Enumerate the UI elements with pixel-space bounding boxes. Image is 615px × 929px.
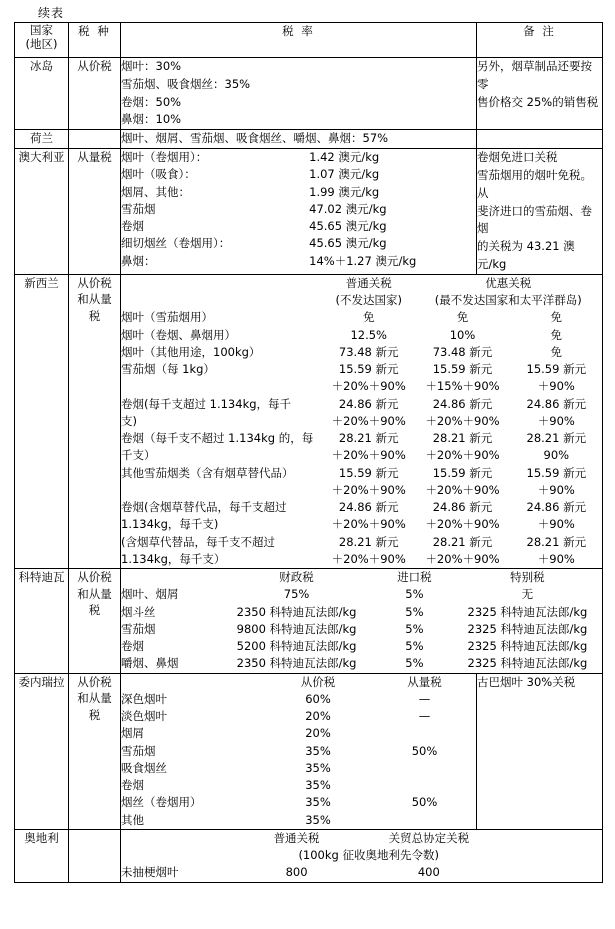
rate-grid-row-sub [121,482,602,499]
rate-value: 免 [550,310,563,325]
rate-grid-row [121,655,602,672]
rate-grid-row [121,430,602,447]
rate-grid-subheader [121,275,602,292]
sub-header-normal: 普通关税 [273,830,320,845]
sub-note: (100kg 征收奥地利先令数) [298,848,439,862]
kind-line: 从价税 [77,570,112,584]
rate-value: 28.21 新元 [526,534,587,549]
rate-value [373,777,476,794]
rate-label: 其他 [121,812,144,827]
table-row [15,829,603,882]
table-row [15,58,603,130]
kind-cell [69,829,121,882]
kind-line: 和从量 [77,691,112,706]
rate-label: 卷烟 [121,778,144,792]
rate-cell [121,829,603,882]
rate-value: 免 [550,344,563,359]
rate-value: 24.86 新元 [526,396,587,411]
rate-grid-subheader [121,674,476,691]
kind-cell [69,274,121,568]
rate-value: 15.59 新元 [526,362,587,376]
rate-value: 1.07 澳元/kg [309,167,380,182]
rate-line: 烟叶、烟屑、雪茄烟、吸食烟丝、嚼烟、鼻烟：57% [121,131,389,146]
rate-value: 5% [405,604,424,619]
rate-grid-row [121,777,476,794]
rate-value-extra: 90% [543,448,570,463]
rate-value-extra: ＋20%＋90% [425,482,500,497]
rate-grid [121,149,476,270]
kind-cell [69,130,121,149]
table-row [15,130,603,149]
rate-grid-row [121,253,476,270]
rate-value: 20% [305,709,331,723]
rate-grid-row [121,586,602,603]
rate-label: 烟叶、烟屑 [121,587,179,602]
note-line: 斐济进口的雪茄烟、卷烟 [477,203,592,236]
rate-grid-row [121,621,602,638]
rate-value: 800 [285,865,308,880]
rate-grid-row [121,743,476,760]
rate-value: 24.86 新元 [338,500,399,514]
rate-label: 鼻烟： [121,253,156,268]
rate-value-extra: ＋20%＋90% [425,517,500,532]
country-cell: 澳大利亚 [15,149,69,275]
rate-label: 嚼烟、鼻烟 [121,656,179,671]
kind-cell [69,673,121,829]
rate-grid-row [121,201,476,218]
table-row [15,149,603,275]
rate-line: 卷烟：50% [121,94,182,109]
sub-header-fiscal: 财政税 [279,570,314,584]
rate-grid-subheader2 [121,292,602,309]
rate-label: 雪茄烟 [121,743,156,758]
rate-value-extra: ＋20%＋90% [331,517,406,532]
note-line: 卷烟免进口关税 [477,150,558,165]
header-country-line1: 国家 [30,23,53,37]
rate-value: 免 [362,310,375,325]
tax-rate-table [14,22,603,883]
rate-grid-row [121,794,476,811]
note-cell [477,673,603,829]
kind-line: 税 [88,707,101,722]
rate-value: 9800 科特迪瓦法郎/kg [236,621,357,636]
rate-value-extra: ＋20%＋90% [331,413,406,428]
rate-value: 1.42 澳元/kg [309,150,380,165]
rate-value-extra: ＋90% [537,482,575,497]
rate-grid-row [121,465,602,482]
table-row [15,673,603,829]
sub-header-preferential: 优惠关税 [485,275,532,290]
rate-value: 2325 科特迪瓦法郎/kg [467,656,588,671]
rate-line: 烟叶：30% [121,59,182,73]
rate-label: 卷烟（每千支不超过 1.134kg 的，每 [121,431,314,445]
note-line: 另外，烟草制品还要按零 [477,59,592,91]
rate-value: 15.59 新元 [526,465,587,480]
rate-label: 卷烟 [121,639,144,653]
rate-value: 28.21 新元 [432,431,493,445]
kind-cell [69,569,121,674]
rate-grid-row-sub [121,551,602,568]
country-cell: 荷兰 [15,130,69,149]
rate-line: 雪茄烟、吸食烟丝：35% [121,76,251,91]
rate-line: 鼻烟：10% [121,112,182,127]
sub-header-specific: 从量税 [407,674,442,689]
kind-line: 从价税 [77,275,112,290]
rate-value: 无 [521,587,534,602]
rate-value-extra: ＋20%＋90% [425,448,500,463]
kind-line: 税 [88,603,101,618]
rate-grid-row-sub [121,516,602,533]
rate-cell [121,569,603,674]
rate-grid-row [121,218,476,235]
header-country [15,23,69,58]
rate-value: — [418,709,431,723]
rate-label: 雪茄烟 [121,201,156,216]
rate-grid-row [121,708,476,725]
rate-value: 14%＋1.27 澳元/kg [309,253,417,268]
rate-label-cont: 1.134kg，每千支) [121,517,219,532]
rate-value: 45.65 澳元/kg [309,236,387,251]
rate-grid-subheader [121,830,602,847]
header-note: 备 注 [477,23,603,58]
sub-header-undeveloped: (不发达国家) [335,293,402,307]
rate-grid-subnote [121,847,602,864]
rate-grid-row [121,396,602,413]
rate-grid-row [121,149,476,166]
table-row [15,274,603,568]
rate-label: 雪茄烟（每 1kg） [121,362,215,376]
rate-label: 其他雪茄烟类（含有烟草替代品） [121,465,294,480]
rate-label-cont: 1.134kg，每千支） [121,551,226,566]
rate-value: 28.21 新元 [432,534,493,549]
rate-value-extra: ＋20%＋90% [331,448,406,463]
rate-value: 2325 科特迪瓦法郎/kg [467,639,588,653]
note-line: 售价格交 25%的销售税 [477,94,599,109]
rate-value: 73.48 新元 [432,344,493,359]
rate-value: 10% [449,327,476,342]
rate-label: 深色烟叶 [121,691,167,706]
rate-grid-subheader [121,569,602,586]
rate-value: 75% [283,587,310,602]
rate-value-extra: ＋20%＋90% [425,413,500,428]
kind-line: 和从量 [77,292,112,307]
rate-value: 15.59 新元 [432,362,493,376]
sub-header-special: 特别税 [510,570,545,584]
rate-value: 47.02 澳元/kg [309,201,387,216]
rate-grid-row [121,166,476,183]
kind-line: 从价税 [77,674,112,689]
rate-label: 烟屑、其他： [121,184,190,199]
rate-value: 2350 科特迪瓦法郎/kg [236,604,357,619]
sub-header-gatt: 关贸总协定关税 [388,830,470,845]
note-cell [477,149,603,275]
rate-value: 35% [305,743,331,758]
rate-label: 烟屑 [121,726,144,741]
rate-value: 15.59 新元 [338,465,399,480]
rate-value: 24.86 新元 [338,396,399,411]
rate-value: 2350 科特迪瓦法郎/kg [236,656,357,671]
rate-label: 卷烟(每千支超过 1.134kg，每千 [121,396,292,411]
rate-value: 28.21 新元 [338,431,399,445]
rate-cell [121,130,477,149]
rate-grid-row-sub [121,413,602,430]
rate-grid-row [121,638,602,655]
rate-value: 50% [411,743,438,758]
rate-value: 24.86 新元 [432,396,493,411]
rate-value: 5% [405,621,424,636]
rate-label: 烟丝（卷烟用） [121,795,202,810]
rate-label-cont: 支) [121,413,137,428]
rate-grid-row [121,534,602,551]
rate-grid-row-sub [121,447,602,464]
kind-cell: 从量税 [69,149,121,275]
rate-value: 2325 科特迪瓦法郎/kg [467,621,588,636]
rate-value: 73.48 新元 [338,344,399,359]
rate-value: 35% [305,812,331,827]
continued-label: 续表 [38,6,65,20]
rate-grid-row [121,604,602,621]
rate-value: 45.65 澳元/kg [309,219,387,234]
rate-label: 细切烟丝（卷烟用）： [121,236,231,251]
kind-line: 和从量 [77,586,112,601]
rate-label: 烟叶（卷烟、鼻烟用） [121,327,236,342]
rate-label: (含烟草代替品，每千支不超过 [121,534,275,549]
rate-grid-row [121,499,602,516]
rate-grid-row [121,361,602,378]
rate-label: 烟叶（吸食）： [121,167,196,182]
kind-cell: 从价税 [69,58,121,130]
rate-value: 5% [405,656,424,671]
rate-cell [121,274,603,568]
rate-value: 35% [305,760,331,775]
rate-value-extra: ＋20%＋90% [331,379,406,394]
rate-value-extra: ＋20%＋90% [425,551,500,566]
rate-label: 淡色烟叶 [121,709,167,723]
rate-value: 20% [305,726,331,741]
rate-value: 28.21 新元 [526,431,587,445]
rate-grid-row [121,309,602,326]
rate-value: 50% [411,795,438,810]
rate-value: 28.21 新元 [338,534,399,549]
rate-grid [121,674,476,829]
table-row [15,569,603,674]
rate-label: 卷烟(含烟草替代品，每千支超过 [121,500,287,514]
rate-grid-row [121,725,476,742]
note-line: 雪茄烟用的烟叶免税。从 [477,167,592,200]
rate-grid-row [121,691,476,708]
rate-value: 15.59 新元 [338,362,399,376]
rate-value: 免 [550,327,563,342]
rate-value: 400 [417,865,440,880]
rate-value-extra: ＋20%＋90% [331,551,406,566]
rate-value: 5% [405,587,424,602]
country-cell: 奥地利 [15,829,69,882]
rate-label: 烟叶（卷烟用）： [121,150,208,165]
note-cell [477,58,603,130]
rate-value [373,725,476,742]
rate-grid-row [121,327,602,344]
country-cell: 科特迪瓦 [15,569,69,674]
rate-value: 60% [305,691,331,706]
country-cell: 委内瑞拉 [15,673,69,829]
header-rate: 税 率 [121,23,477,58]
rate-grid-row [121,760,476,777]
header-kind: 税 种 [69,23,121,58]
rate-value: 免 [456,310,469,325]
sub-header-least-developed: (最不发达国家和太平洋群岛) [434,293,582,307]
rate-label: 烟斗丝 [121,604,156,619]
rate-value-extra: ＋90% [537,413,575,428]
rate-value: 35% [305,778,331,792]
rate-value: — [418,691,431,706]
rate-label: 未抽梗烟叶 [121,865,179,880]
country-cell: 新西兰 [15,274,69,568]
rate-value-extra: ＋90% [537,517,575,532]
rate-grid-row [121,344,602,361]
rate-value: 1.99 澳元/kg [309,184,380,199]
rate-grid-row [121,812,476,829]
country-cell: 冰岛 [15,58,69,130]
rate-value: 5% [405,639,424,653]
rate-label: 卷烟 [121,219,144,234]
rate-grid [121,830,602,882]
note-line: 古巴烟叶 30%关税 [477,674,576,689]
rate-value-extra: ＋15%＋90% [425,379,500,394]
rate-value [373,812,476,829]
rate-value-extra: ＋90% [537,379,575,394]
rate-label: 雪茄烟 [121,621,156,636]
rate-value: 24.86 新元 [432,500,493,514]
rate-value: 24.86 新元 [526,500,587,514]
rate-value: 12.5% [350,327,387,342]
rate-value: 35% [305,795,331,810]
rate-grid [121,569,602,673]
rate-cell [121,58,477,130]
header-country-line2: (地区) [25,37,58,52]
rate-grid-row [121,184,476,201]
rate-value: 15.59 新元 [432,465,493,480]
table-header-row [15,23,603,58]
sub-header-normal: 普通关税 [345,275,392,290]
sub-header-advalorem: 从价税 [300,674,336,689]
kind-line: 税 [88,309,101,324]
rate-grid [121,275,602,568]
rate-grid-row-sub [121,378,602,395]
rate-value-extra: ＋90% [537,551,575,566]
note-line: 的关税为 43.21 澳元/kg [477,239,575,271]
note-cell [477,130,603,149]
rate-label: 烟叶（其他用途，100kg） [121,344,261,359]
rate-value-extra: ＋20%＋90% [331,482,406,497]
sub-header-import: 进口税 [397,570,432,584]
rate-value: 5200 科特迪瓦法郎/kg [236,639,357,653]
rate-value [373,760,476,777]
rate-grid-row [121,864,602,881]
rate-value: 2325 科特迪瓦法郎/kg [467,604,588,619]
rate-cell [121,673,477,829]
rate-label: 吸食烟丝 [121,760,167,775]
rate-grid-row [121,235,476,252]
rate-label-cont: 千支） [121,448,156,463]
rate-cell [121,149,477,275]
rate-label: 烟叶（雪茄烟用） [121,310,213,325]
